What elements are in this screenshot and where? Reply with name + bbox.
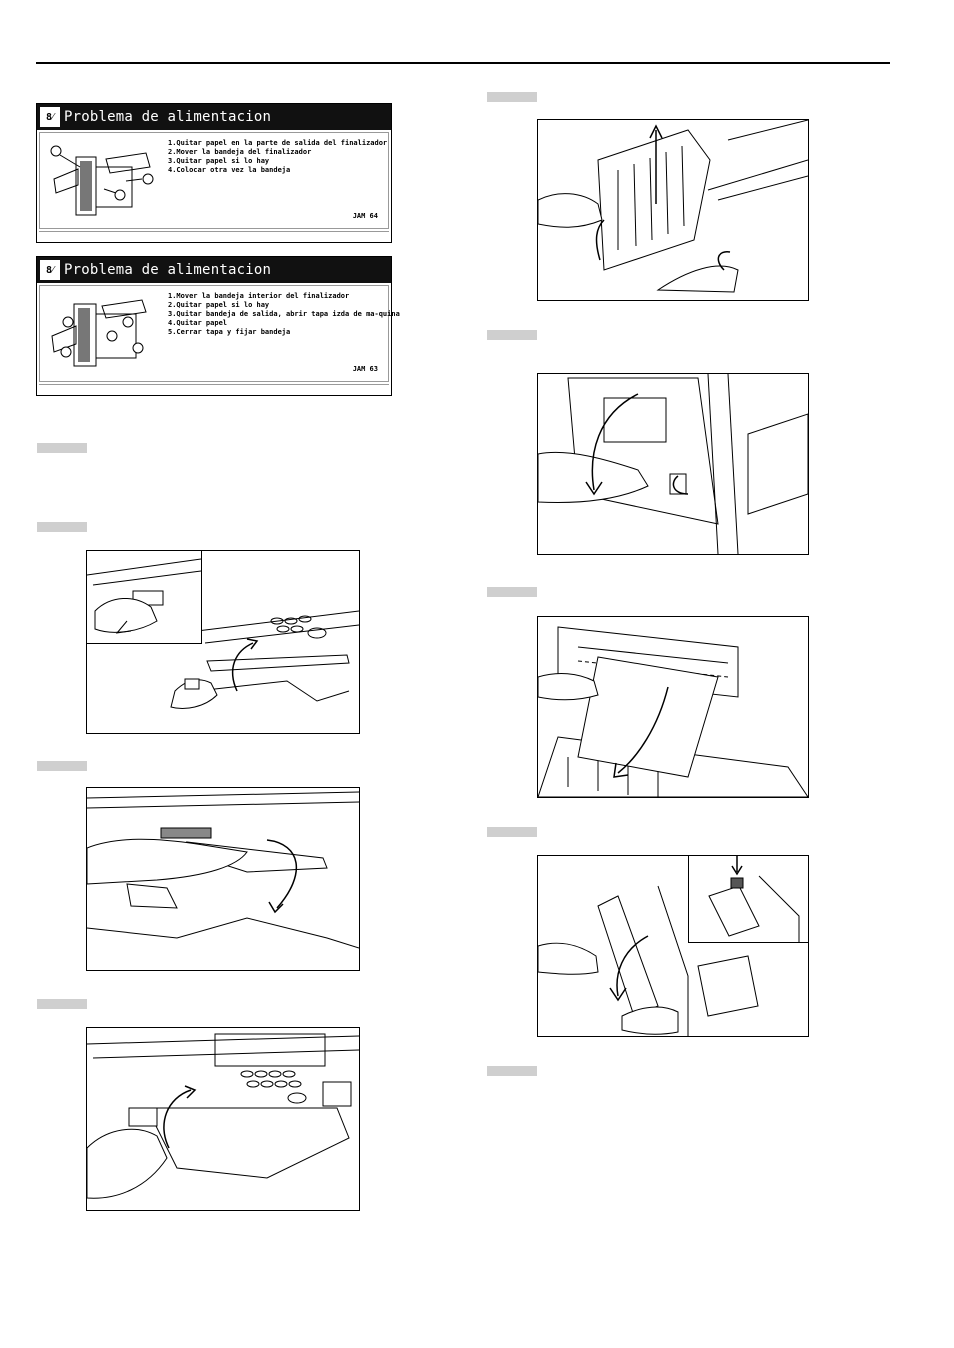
panel-step: 4.Colocar otra vez la bandeja xyxy=(168,166,291,174)
jam-code: JAM 63 xyxy=(352,365,378,373)
hand-grip-icon xyxy=(87,551,201,643)
detail-inset xyxy=(688,856,809,943)
panel-title: Problema de alimentacion xyxy=(64,109,272,125)
panel-step: 3.Quitar papel si lo hay xyxy=(168,157,270,165)
panel-step: 2.Mover la bandeja del finalizador xyxy=(168,148,312,156)
step-tag xyxy=(487,92,537,102)
panel-footer xyxy=(39,384,389,393)
fig-open-left-cover xyxy=(537,373,809,555)
panel-step: 1.Quitar papel en la parte de salida del finalizador xyxy=(168,139,388,147)
hand-pushing-tray-icon xyxy=(87,1028,359,1210)
panel-step: 5.Cerrar tapa y fijar bandeja xyxy=(168,328,291,336)
fig-pull-inner-tray-handle xyxy=(86,550,360,734)
hand-removing-paper-icon xyxy=(87,788,359,970)
panel-step: 4.Quitar papel xyxy=(168,319,228,327)
panel-title: Problema de alimentacion xyxy=(64,262,272,278)
detail-inset xyxy=(87,551,202,644)
panel-step: 1.Mover la bandeja interior del finalizador xyxy=(168,292,350,300)
step-tag xyxy=(487,827,537,837)
fig-remove-paper-fixing-unit xyxy=(537,616,809,798)
step-tag xyxy=(487,587,537,597)
fig-push-tray-back xyxy=(86,1027,360,1211)
step-tag xyxy=(487,330,537,340)
paper-jam-icon: 8⁄ xyxy=(40,260,60,280)
panel-footer xyxy=(39,231,389,240)
panel-steps xyxy=(168,292,400,337)
panel-steps xyxy=(168,139,387,175)
header-rule xyxy=(36,62,890,64)
panel-step: 2.Quitar papel si lo hay xyxy=(168,301,270,309)
step-tag xyxy=(37,443,87,453)
latch-detail-icon xyxy=(689,856,809,942)
panel-step: 3.Quitar bandeja de salida, abrir tapa izda de ma-quina xyxy=(168,310,400,318)
panel-header xyxy=(37,257,391,283)
step-tag xyxy=(37,522,87,532)
panel-body xyxy=(39,132,389,229)
step-tag xyxy=(37,999,87,1009)
finisher-diagram-icon xyxy=(46,139,158,223)
paper-jam-icon: 8⁄ xyxy=(40,107,60,127)
hand-lifting-tray-icon xyxy=(538,120,808,300)
panel-header xyxy=(37,104,391,130)
lcd-panel-jam-64 xyxy=(36,103,392,243)
fig-lift-output-tray xyxy=(537,119,809,301)
hand-opening-cover-icon xyxy=(538,374,808,554)
jam-code: JAM 64 xyxy=(352,212,378,220)
step-tag xyxy=(37,761,87,771)
fig-remove-jammed-paper xyxy=(86,787,360,971)
finisher-diagram-icon xyxy=(46,292,158,376)
step-tag xyxy=(487,1066,537,1076)
fig-close-cover-attach-tray xyxy=(537,855,809,1037)
lcd-panel-jam-63 xyxy=(36,256,400,396)
hand-removing-paper-icon xyxy=(538,617,808,797)
panel-body xyxy=(39,285,400,382)
